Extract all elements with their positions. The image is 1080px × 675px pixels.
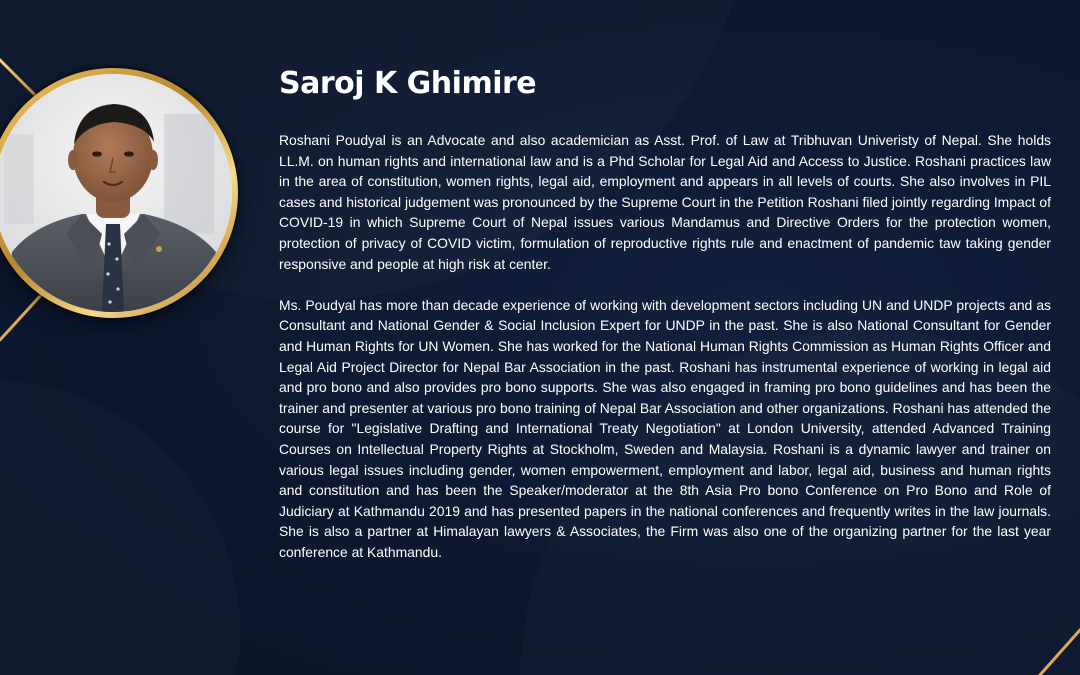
gold-accent-line-bottom-right: [1040, 630, 1080, 675]
speaker-photo-illustration: [0, 74, 232, 312]
speaker-photo: [0, 74, 232, 312]
gold-accent-line-bottom-left: [0, 294, 42, 340]
speaker-name: Saroj K Ghimire: [279, 66, 537, 101]
speaker-bio: [279, 130, 1051, 583]
gold-accent-line-top-left: [0, 60, 40, 100]
bio-paragraph: Roshani Poudyal is an Advocate and also academician as Asst. Prof. of Law at Tribhuvan Univeristy of Nepal. She holds LL.M. on human rights and international law and is a Phd Scholar for Legal Aid and Access to Justice. Roshani practices law in the area of constitution, women rights, legal aid, employment and appears in all levels of courts. She also involves in PIL cases and historical judgement was pronounced by the Supreme Court in the Petition Roshani filed jointly regarding Impact of COVID-19 in which Supreme Court of Nepal issues various Mandamus and Directive Orders for the protection women, protection of privacy of COVID victim, formulation of reproductive rights rule and enactment of pandemic taw taking gender responsive and people at high risk at center.: [279, 132, 1051, 272]
bio-paragraph: Ms. Poudyal has more than decade experience of working with development sectors including UN and UNDP projects and as Consultant and National Gender & Social Inclusion Expert for UNDP in the past. She is also National Consultant for Gender and Human Rights for UN Women. She has worked for the National Human Rights Commission as Human Rights Officer and Legal Aid Project Director for Nepal Bar Association in the past. Roshani has instrumental experience of working in legal aid and pro bono and also provides pro bono supports. She was also engaged in framing pro bono guidelines and has been the trainer and presenter at various pro bono training of Nepal Bar Association and other organizations. Roshani has attended the course for "Legislative Drafting and International Treaty Negotiation" at London University, attended Advanced Training Courses on Intellectual Property Rights at Stockholm, Sweden and Malaysia. Roshani is a dynamic lawyer and trainer on various legal issues including gender, women empowerment, employment and labor, legal aid, business and human rights and constitution and has been the Speaker/moderator at the 8th Asia Pro bono Conference on Pro Bono and Role of Judiciary at Kathmandu 2019 and has presented papers in the national conferences and frequently writes in the law journals. She is also a partner at Himalayan lawyers & Associates, the Firm was also one of the organizing partner for the last year conference at Kathmandu.: [279, 296, 1051, 560]
